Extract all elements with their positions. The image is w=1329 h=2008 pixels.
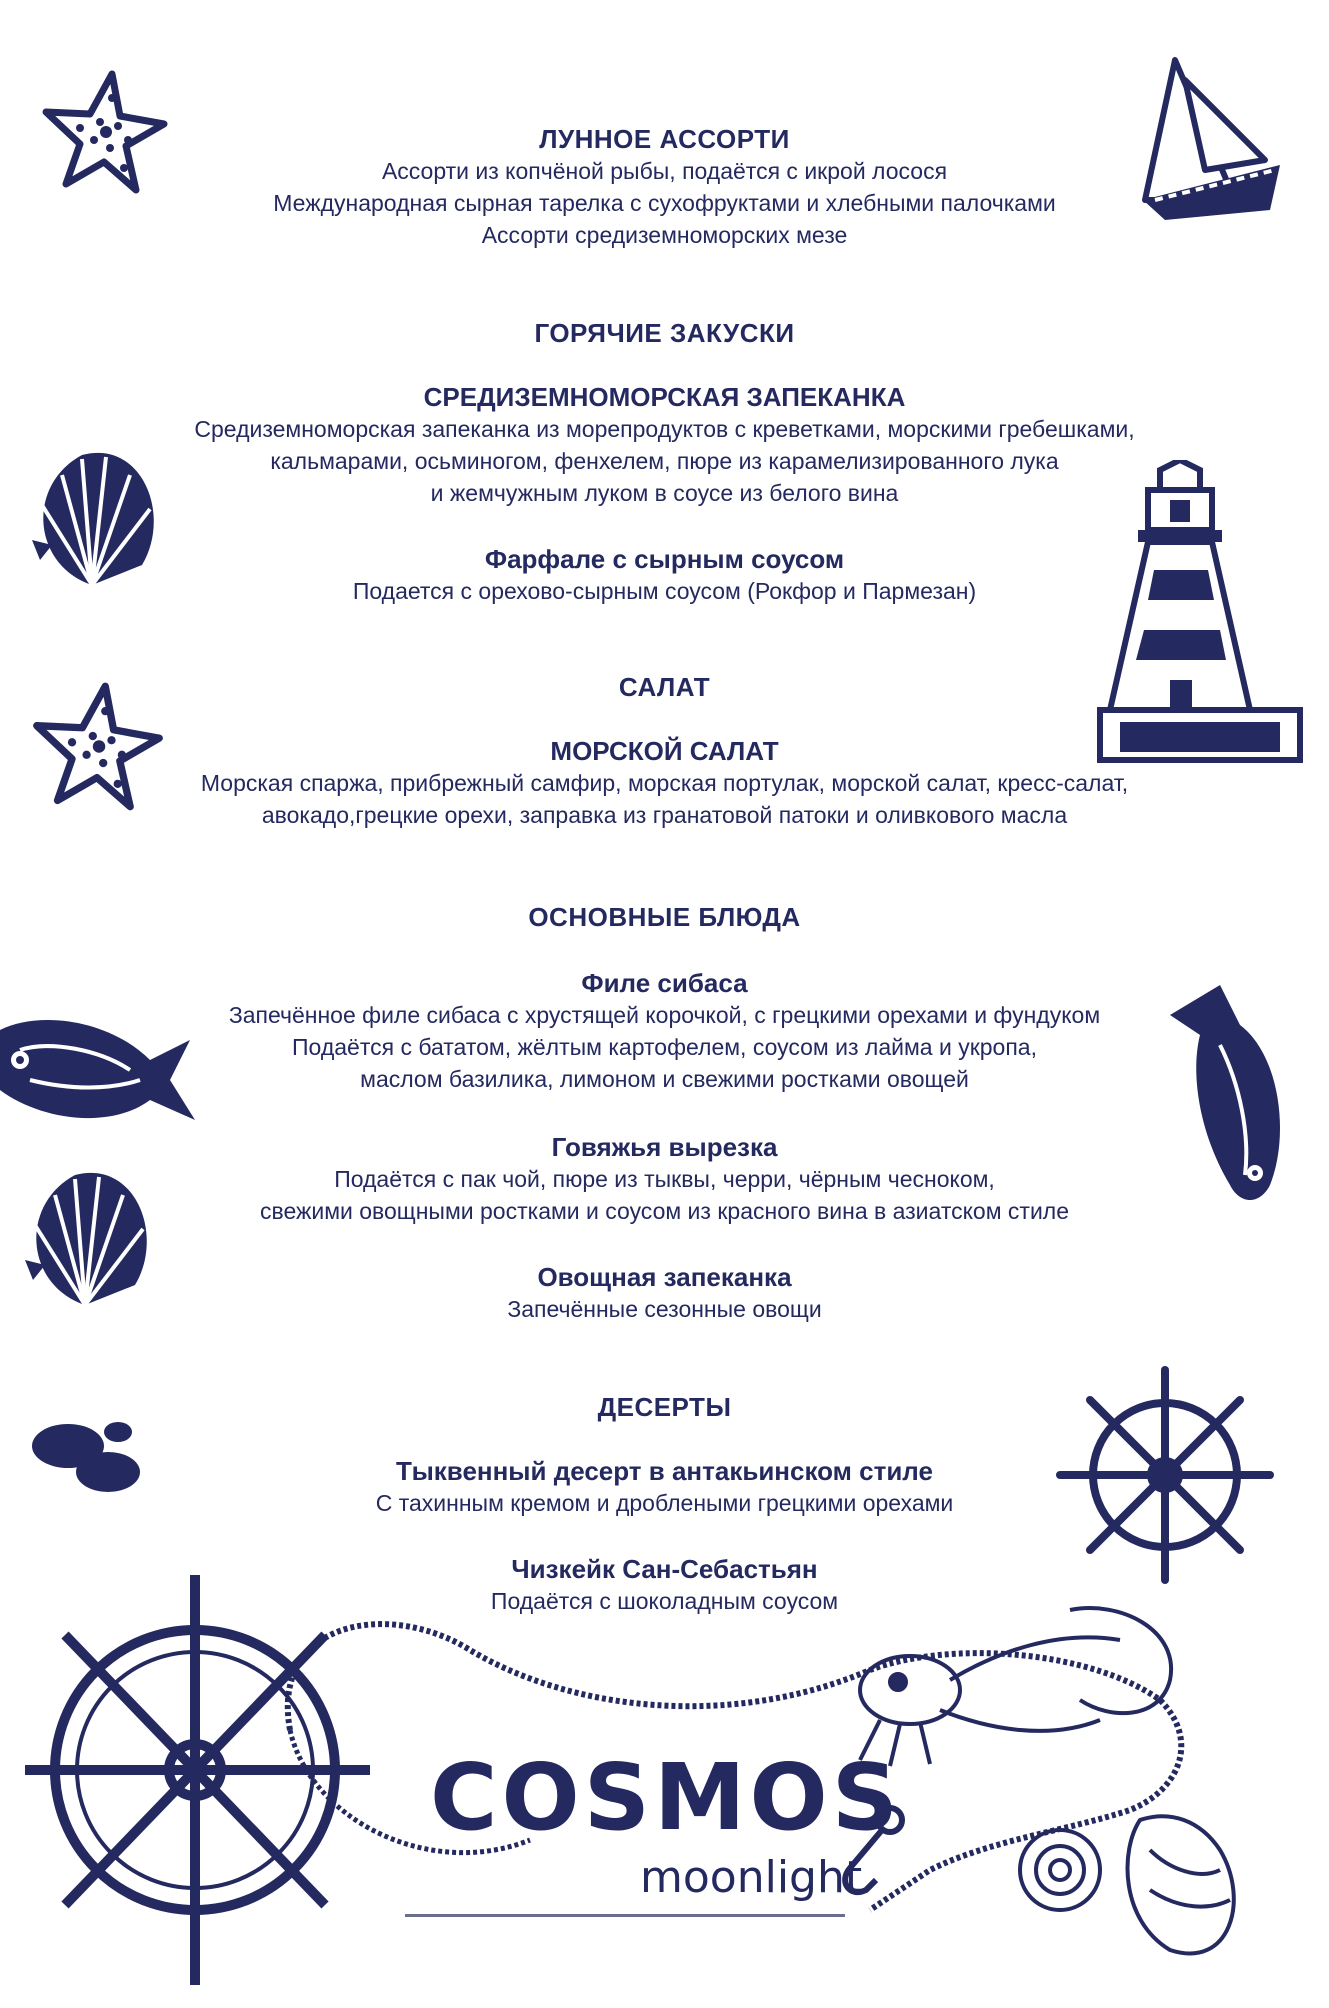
section-title: ДЕСЕРТЫ — [597, 1392, 732, 1422]
dish-description — [120, 155, 1209, 251]
logo-underline — [405, 1914, 845, 1917]
dish-description — [120, 1487, 1209, 1519]
section-title: ОСНОВНЫЕ БЛЮДА — [528, 902, 801, 932]
dish-description — [120, 1163, 1209, 1227]
description-line: Запечённое филе сибаса с хрустящей корочкой, с грецкими орехами и фундуком — [228, 1002, 1101, 1028]
section-title: ГОРЯЧИЕ ЗАКУСКИ — [534, 318, 795, 348]
dish-name: Филе сибаса — [581, 968, 748, 998]
brand-logo — [430, 1744, 903, 1903]
description-line: Ассорти из копчёной рыбы, подаётся с икрой лосося — [381, 158, 948, 184]
dish-description — [120, 999, 1209, 1095]
description-line: Запечённые сезонные овощи — [507, 1296, 822, 1322]
description-line: авокадо,грецкие орехи, заправка из гранатовой патоки и оливкового масла — [261, 802, 1068, 828]
logo-tagline: moonlight — [640, 1852, 863, 1903]
description-line: С тахинным кремом и дроблеными грецкими орехами — [375, 1490, 954, 1516]
description-line: свежими овощными ростками и соусом из красного вина в азиатском стиле — [259, 1198, 1070, 1224]
description-line: маслом базилика, лимоном и свежими ростками овощей — [360, 1066, 969, 1092]
description-line: Подаётся с шоколадным соусом — [490, 1588, 839, 1614]
dish-name: СРЕДИЗЕМНОМОРСКАЯ ЗАПЕКАНКА — [423, 382, 906, 412]
dish-description — [120, 413, 1209, 509]
dish-description — [120, 1585, 1209, 1617]
section-title: САЛАТ — [618, 672, 711, 702]
description-line: и жемчужным луком в соусе из белого вина — [430, 480, 899, 506]
description-line: Ассорти средиземноморских мезе — [481, 222, 848, 248]
dish-description — [120, 767, 1209, 831]
dish-description — [120, 1293, 1209, 1325]
dish-name: Тыквенный десерт в антакьинском стиле — [396, 1456, 933, 1486]
logo-wordmark: COSMOS — [430, 1744, 903, 1851]
dish-name: Фарфале с сырным соусом — [484, 544, 845, 574]
description-line: кальмарами, осьминогом, фенхелем, пюре из карамелизированного лука — [270, 448, 1059, 474]
description-line: Морская спаржа, прибрежный самфир, морская портулак, морской салат, кресс-салат, — [200, 770, 1129, 796]
description-line: Международная сырная тарелка с сухофруктами и хлебными палочками — [273, 190, 1056, 216]
dish-name: Чизкейк Сан-Себастьян — [511, 1554, 818, 1584]
description-line: Средиземноморская запеканка из морепродуктов с креветками, морскими гребешками, — [194, 416, 1135, 442]
dish-name: Говяжья вырезка — [551, 1132, 778, 1162]
dish-name: Овощная запеканка — [537, 1262, 792, 1292]
description-line: Подается с орехово-сырным соусом (Рокфор и Пармезан) — [352, 578, 977, 604]
dish-name: МОРСКОЙ САЛАТ — [550, 736, 779, 766]
description-line: Подаётся с бататом, жёлтым картофелем, соусом из лайма и укропа, — [292, 1034, 1037, 1060]
description-line: Подаётся с пак чой, пюре из тыквы, черри, чёрным чесноком, — [334, 1166, 995, 1192]
dish-description — [120, 575, 1209, 607]
seashell-sketch-icon — [1000, 1780, 1260, 1980]
section-title: ЛУННОЕ АССОРТИ — [539, 124, 790, 154]
